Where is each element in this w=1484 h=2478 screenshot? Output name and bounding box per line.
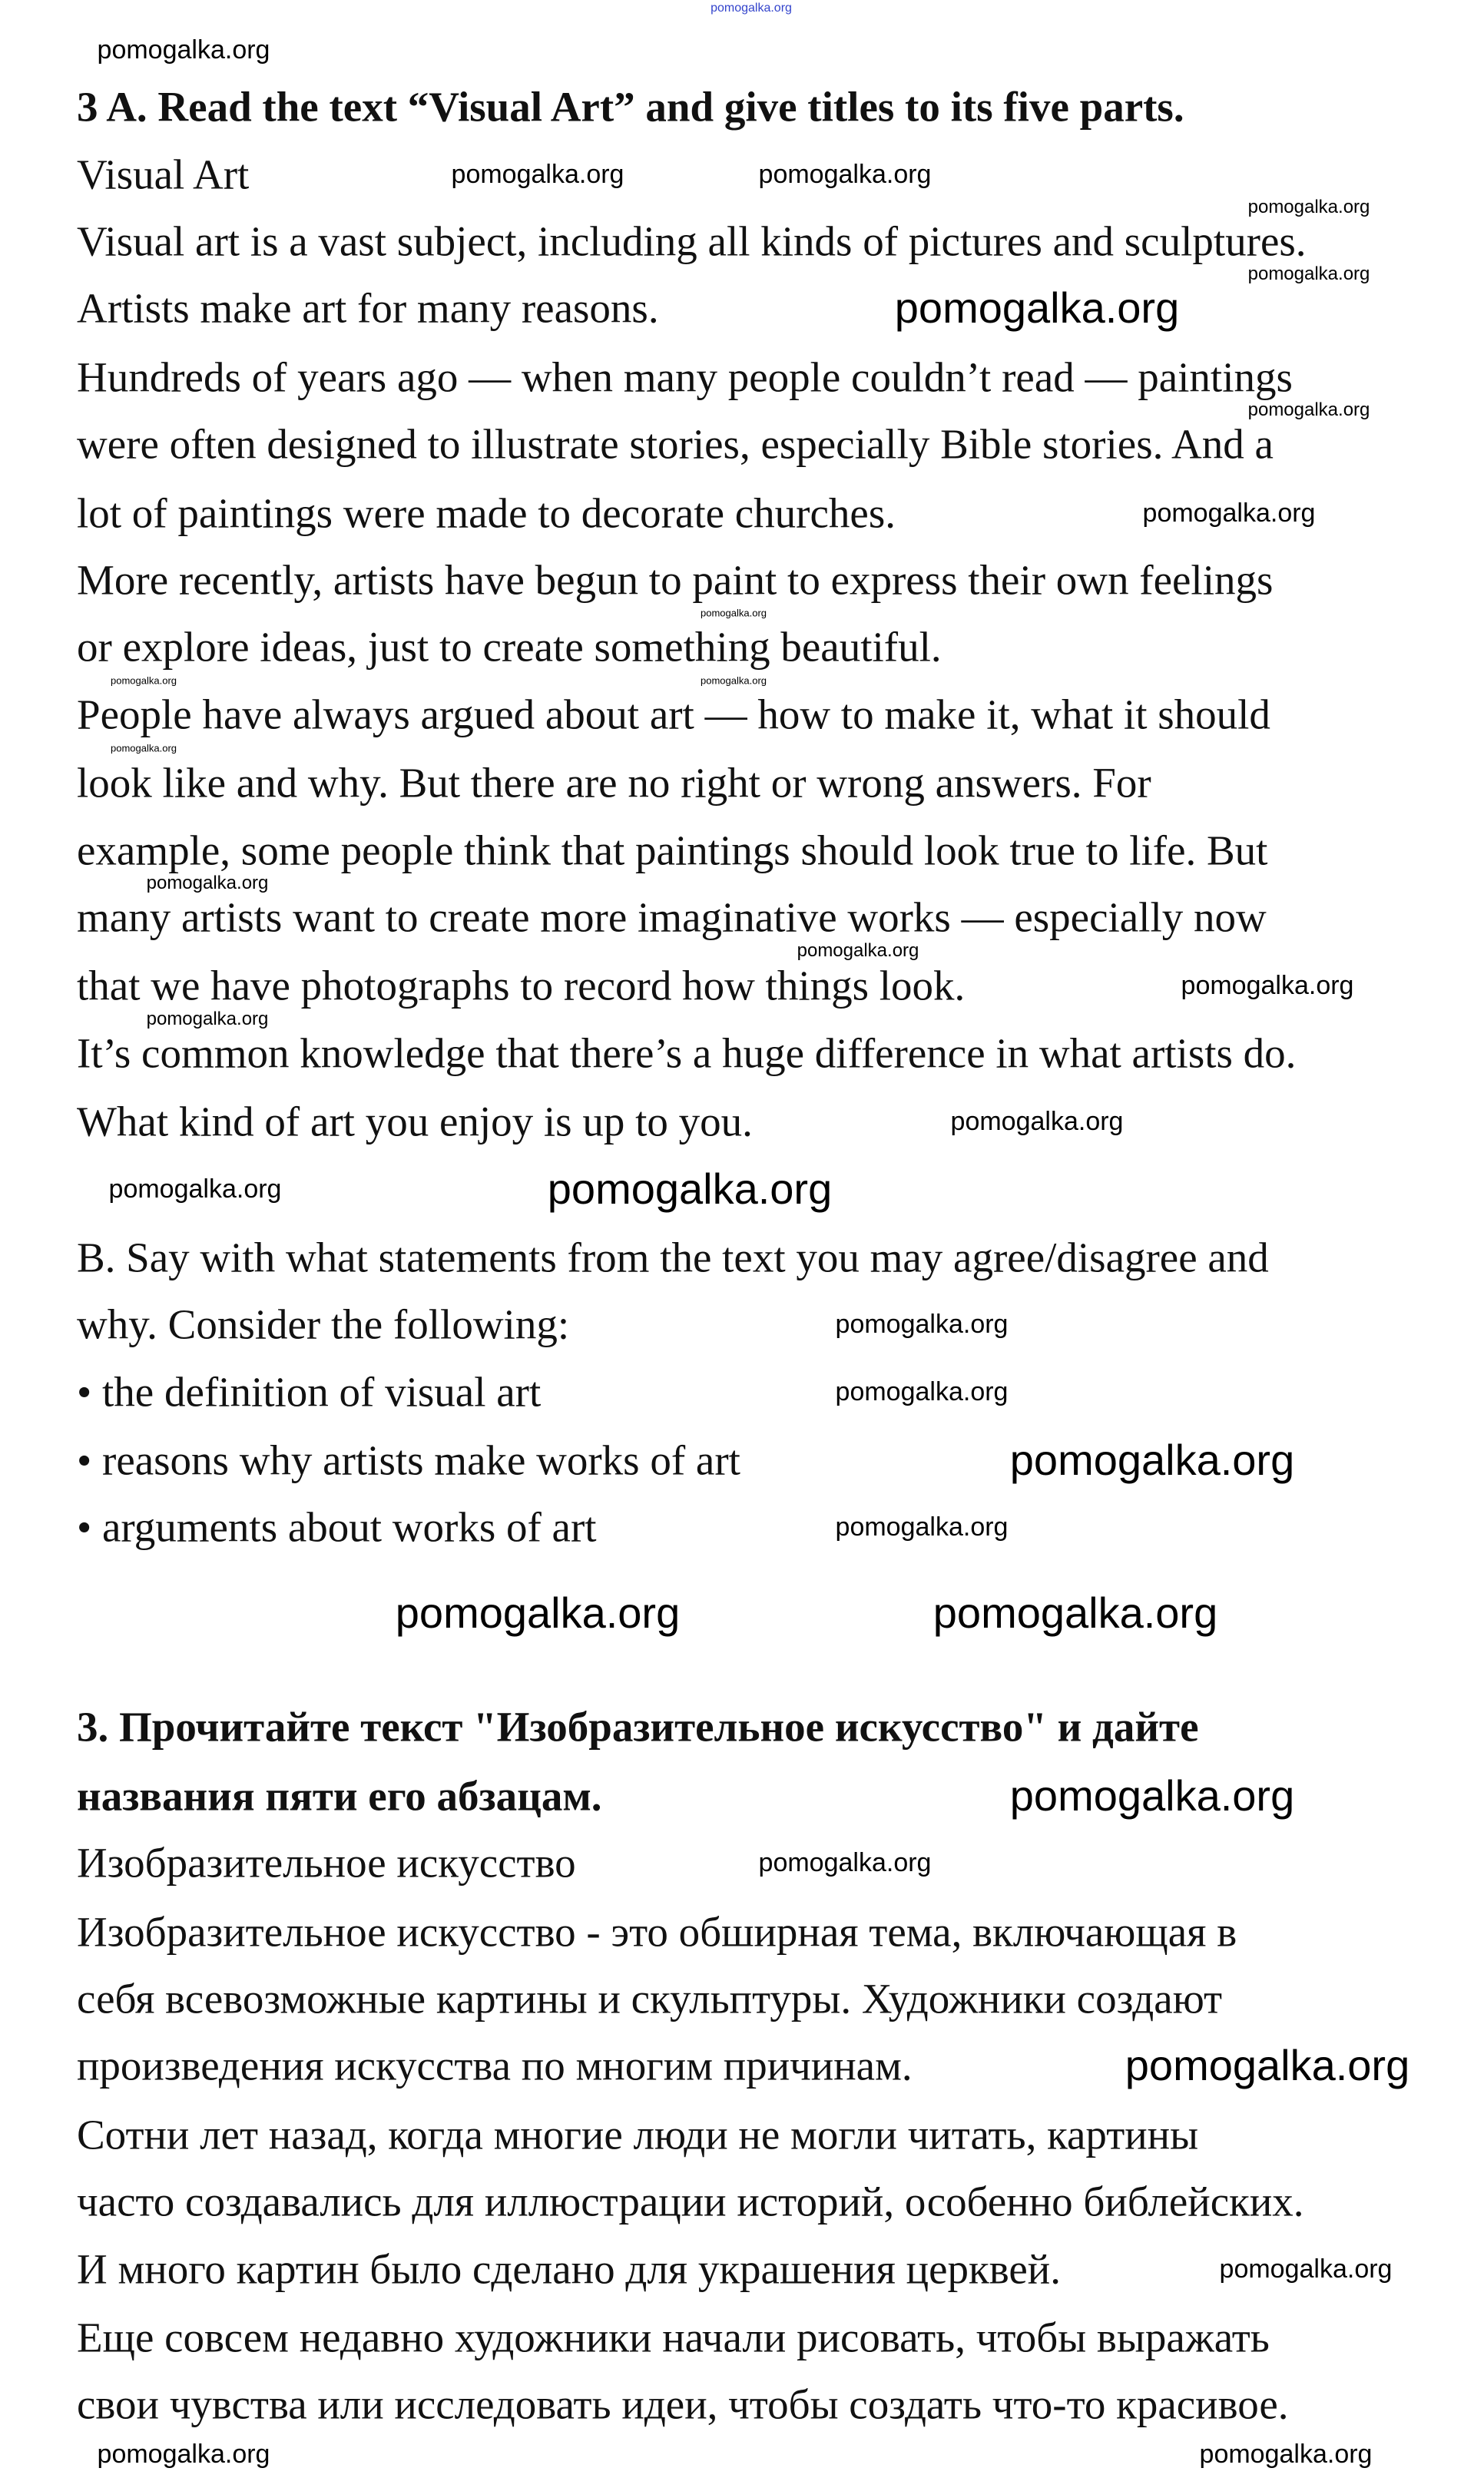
watermark: pomogalka.org — [97, 2440, 270, 2469]
ru-text-line: произведения искусства по многим причинам. — [77, 2042, 913, 2089]
ru-text-line: свои чувства или исследовать идеи, чтобы создать что-то красивое. — [77, 2380, 1289, 2428]
task-b-line: B. Say with what statements from the text you may agree/disagree and — [77, 1234, 1269, 1281]
watermark: pomogalka.org — [758, 160, 932, 189]
watermark: pomogalka.org — [1219, 2254, 1393, 2284]
bullet-item: • reasons why artists make works of art — [77, 1436, 740, 1484]
ru-text-title: Изобразительное искусство — [77, 1839, 576, 1887]
watermark: pomogalka.org — [1009, 1771, 1295, 1820]
ru-task-heading: названия пяти его абзацам. — [77, 1772, 602, 1820]
watermark: pomogalka.org — [701, 674, 767, 687]
watermark: pomogalka.org — [1142, 499, 1316, 528]
watermark: pomogalka.org — [146, 1009, 269, 1029]
watermark: pomogalka.org — [932, 1589, 1218, 1637]
text-line: What kind of art you enjoy is up to you. — [77, 1098, 753, 1145]
text-line: It’s common knowledge that there’s a huge difference in what artists do. — [77, 1029, 1297, 1077]
watermark: pomogalka.org — [1181, 971, 1354, 1000]
ru-text-line: часто создавались для иллюстрации историй, особенно библейских. — [77, 2178, 1304, 2225]
ru-text-line: себя всевозможные картины и скульптуры. Художники создают — [77, 1975, 1223, 2022]
text-line: example, some people think that paintings should look true to life. But — [77, 827, 1268, 874]
text-title: Visual Art — [77, 151, 250, 198]
text-line: look like and why. But there are no right or wrong answers. For — [77, 759, 1151, 807]
watermark: pomogalka.org — [950, 1107, 1124, 1136]
ru-text-line: И много картин было сделано для украшения церквей. — [77, 2245, 1061, 2293]
watermark: pomogalka.org — [701, 607, 767, 619]
ru-task-heading: 3. Прочитайте текст "Изобразительное искусство" и дайте — [77, 1703, 1199, 1751]
watermark: pomogalka.org — [97, 35, 270, 65]
text-line: many artists want to create more imaginative works — especially now — [77, 893, 1267, 941]
text-line: that we have photographs to record how things look. — [77, 962, 966, 1009]
ru-text-line: Сотни лет назад, когда многие люди не могли читать, картины — [77, 2111, 1199, 2158]
watermark: pomogalka.org — [1247, 399, 1370, 420]
ru-text-line: Еще совсем недавно художники начали рисовать, чтобы выражать — [77, 2314, 1270, 2361]
text-line: Visual art is a vast subject, including all kinds of pictures and sculptures. — [77, 217, 1307, 265]
watermark: pomogalka.org — [1247, 263, 1370, 284]
watermark: pomogalka.org — [1199, 2440, 1373, 2469]
watermark: pomogalka.org — [1009, 1436, 1295, 1484]
text-line: More recently, artists have begun to paint to express their own feelings — [77, 556, 1274, 604]
task-b-line: why. Consider the following: — [77, 1300, 570, 1348]
bullet-item: • arguments about works of art — [77, 1503, 597, 1551]
watermark: pomogalka.org — [1247, 197, 1370, 217]
watermark: pomogalka.org — [758, 1848, 932, 1877]
watermark: pomogalka.org — [711, 2, 792, 15]
watermark: pomogalka.org — [146, 873, 269, 893]
text-line: lot of paintings were made to decorate churches. — [77, 489, 896, 537]
watermark: pomogalka.org — [111, 742, 177, 754]
watermark: pomogalka.org — [395, 1589, 681, 1637]
watermark: pomogalka.org — [835, 1310, 1009, 1339]
text-line: were often designed to illustrate stories, especially Bible stories. And a — [77, 420, 1274, 468]
watermark: pomogalka.org — [894, 283, 1180, 332]
text-line: or explore ideas, just to create something beautiful. — [77, 623, 942, 671]
watermark: pomogalka.org — [108, 1174, 282, 1204]
bullet-item: • the definition of visual art — [77, 1368, 542, 1416]
watermark: pomogalka.org — [1125, 2041, 1410, 2089]
watermark: pomogalka.org — [451, 160, 624, 189]
ru-text-line: Изобразительное искусство - это обширная тема, включающая в — [77, 1908, 1237, 1956]
watermark: pomogalka.org — [797, 940, 919, 961]
watermark: pomogalka.org — [835, 1377, 1009, 1406]
task-heading: 3 A. Read the text “Visual Art” and give titles to its five parts. — [77, 83, 1184, 131]
text-line: Artists make art for many reasons. — [77, 284, 659, 332]
watermark: pomogalka.org — [111, 674, 177, 687]
watermark: pomogalka.org — [547, 1164, 833, 1213]
text-line: Hundreds of years ago — when many people couldn’t read — paintings — [77, 353, 1293, 401]
watermark: pomogalka.org — [835, 1512, 1009, 1542]
text-line: People have always argued about art — how to make it, what it should — [77, 691, 1270, 738]
